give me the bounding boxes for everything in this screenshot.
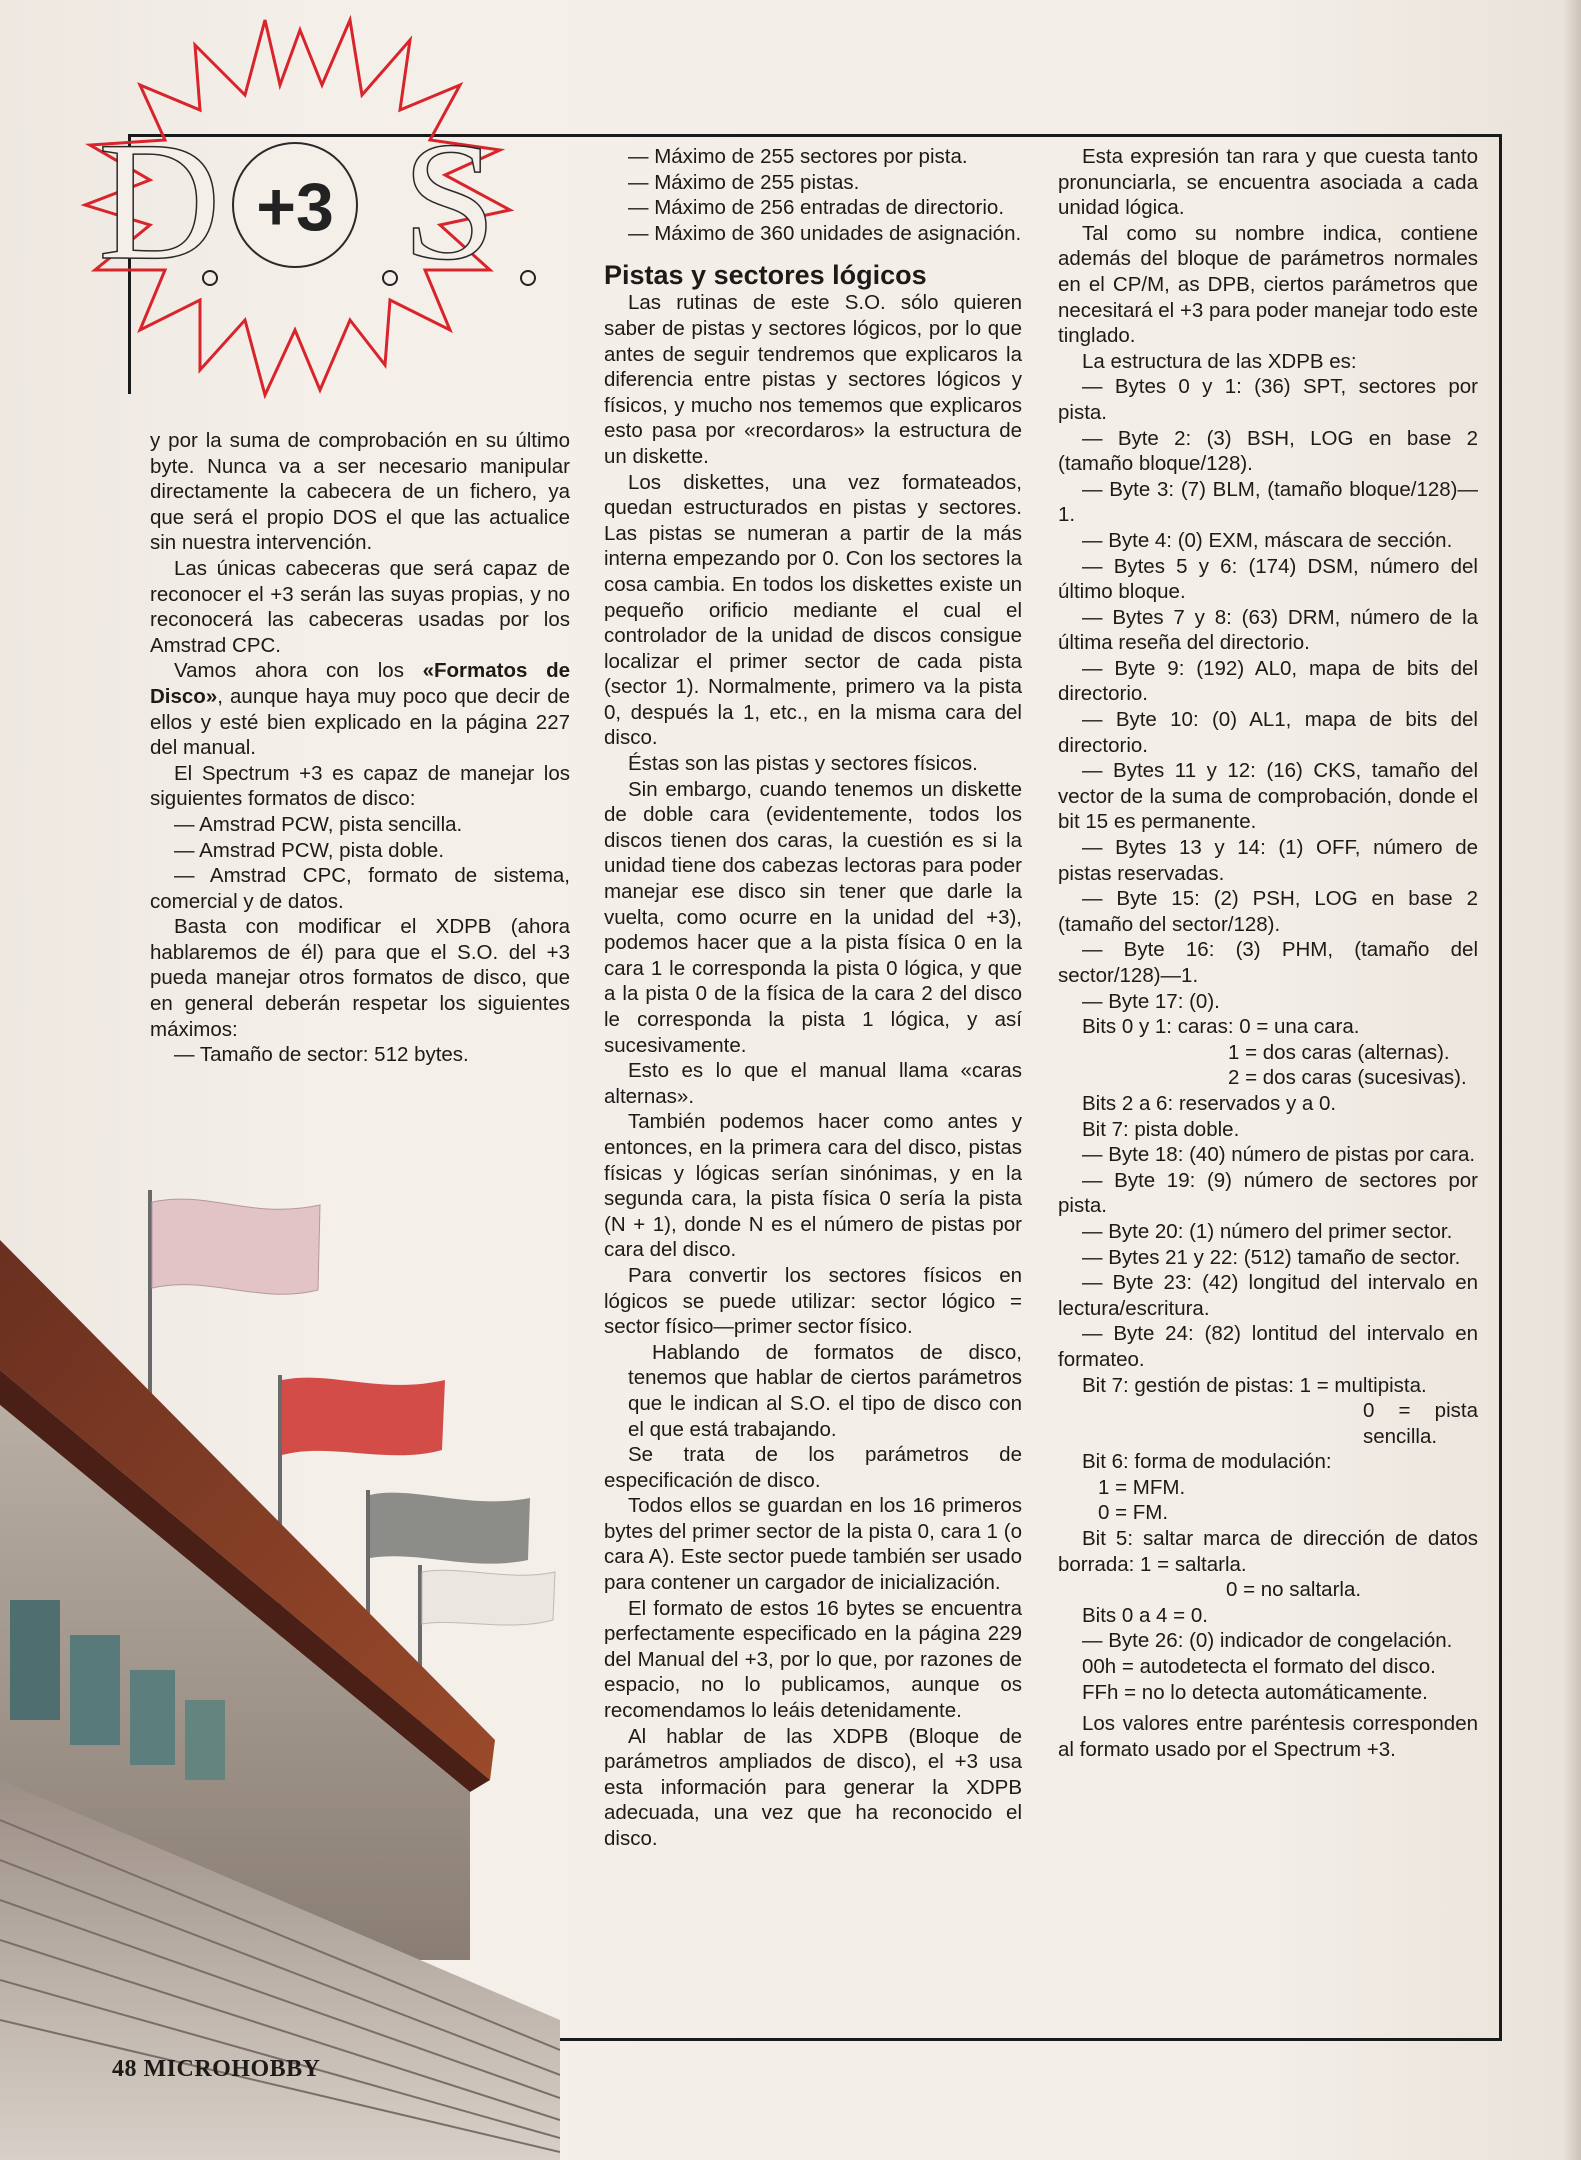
col3-s2: 0 = no saltarla. <box>1226 1578 1362 1602</box>
flag-red <box>282 1378 445 1456</box>
col3-b17: — Bytes 21 y 22: (512) tamaño de sector. <box>1082 1245 1461 1269</box>
col3-m3: 0 = FM. <box>1098 1501 1169 1525</box>
col3-m1: Bit 6: forma de modulación: <box>1082 1450 1332 1474</box>
building-flags-illustration <box>0 1180 560 2160</box>
col2-p3: Éstas son las pistas y sectores físicos. <box>628 752 978 776</box>
col3-g2: 0 = pista sencilla. <box>1363 1399 1478 1448</box>
col3-b4: — Byte 4: (0) EXM, máscara de sección. <box>1082 528 1453 552</box>
section-heading: Pistas y sectores lógicos <box>604 260 927 291</box>
text-frame-bottom <box>560 2038 1502 2041</box>
col1-p3 <box>150 658 570 760</box>
logo-letter-s: S <box>402 107 497 295</box>
col1-p4: El Spectrum +3 es capaz de manejar los siguientes formatos de disco: <box>150 761 570 811</box>
window-3 <box>130 1670 175 1765</box>
flag-white <box>422 1570 555 1625</box>
window-2 <box>70 1635 120 1745</box>
col3-bits01: Bits 0 y 1: caras: 0 = una cara. <box>1082 1015 1360 1039</box>
logo-dot-3 <box>521 271 535 285</box>
col3-b13: — Byte 17: (0). <box>1082 989 1220 1013</box>
col3-bit7: Bit 7: pista doble. <box>1082 1117 1240 1141</box>
col3-b6: — Bytes 7 y 8: (63) DRM, número de la última reseña del directorio. <box>1058 605 1478 655</box>
column-3 <box>1058 144 1478 1762</box>
col2-p1: Las rutinas de este S.O. sólo quieren saber de pistas y sectores lógicos, por lo que antes de seguir tendremos que explicaros la diferencia entre pistas y sectores lógicos y físicos, y mucho nos tememos que explicaros esto pasa por «recordaros» la estructura de un diskette. <box>604 291 1022 468</box>
col3-b7: — Byte 9: (192) AL0, mapa de bits del directorio. <box>1058 656 1478 706</box>
page-number: 48 <box>112 2056 137 2082</box>
col3-b8: — Byte 10: (0) AL1, mapa de bits del directorio. <box>1058 708 1478 757</box>
col2-p8: Hablando de formatos de disco, tenemos que hablar de ciertos parámetros que le indican al S.O. el tipo de disco con el que está trabajando. <box>628 1340 1022 1441</box>
col1-p3-bold: «Formatos de Disco» <box>150 659 570 708</box>
flag-pink <box>152 1199 320 1294</box>
col3-b20: — Byte 26: (0) indicador de congelación. <box>1082 1629 1453 1653</box>
window-1 <box>10 1600 60 1720</box>
logo-letter-d: D <box>98 107 221 295</box>
col3-p2: Tal como su nombre indica, contiene además del bloque de parámetros normales en el CP/M, as DPB, ciertos parámetros que necesitará el +3 para poder manejar todo este tinglado. <box>1058 221 1478 348</box>
col3-b9: — Bytes 11 y 12: (16) CKS, tamaño del vector de la suma de comprobación, donde el bit 15 es permanente. <box>1058 759 1478 834</box>
col2-p6: También podemos hacer como antes y entonces, en la primera cara del disco, pistas físicas y lógicas serían sinónimas, y en la segunda cara, la pista física 0 sería la pista (N + 1), donde N es el número de pistas por cara del disco. <box>604 1110 1022 1262</box>
col3-bits01-c: 2 = dos caras (sucesivas). <box>1228 1066 1467 1090</box>
col1-l3: — Amstrad CPC, formato de sistema, comercial y de datos. <box>150 864 570 913</box>
col1-p3-a: Vamos ahora con los <box>174 659 423 683</box>
col2-l3: — Máximo de 256 entradas de directorio. <box>628 196 1005 220</box>
col1-l1: — Amstrad PCW, pista sencilla. <box>174 812 463 836</box>
col3-b11: — Byte 15: (2) PSH, LOG en base 2 (tamaño del sector/128). <box>1058 887 1478 936</box>
col2-p12: Al hablar de las XDPB (Bloque de parámetros ampliados de disco), el +3 usa esta información para generar la XDPB adecuada, una vez que ha reconocido el disco. <box>604 1724 1022 1850</box>
col3-p4: Los valores entre paréntesis corresponden al formato usado por el Spectrum +3. <box>1058 1712 1478 1761</box>
col3-b2: — Byte 2: (3) BSH, LOG en base 2 (tamaño bloque/128). <box>1058 426 1478 476</box>
col1-p2: Las únicas cabeceras que será capaz de reconocer el +3 serán las suyas propias, y no reconocerá las cabeceras usadas por los Amstrad CPC. <box>150 556 570 657</box>
dos-logo <box>30 0 570 430</box>
col3-h2: FFh = no lo detecta automáticamente. <box>1082 1680 1428 1704</box>
col3-b3: — Byte 3: (7) BLM, (tamaño bloque/128)—1. <box>1058 477 1478 527</box>
col3-b1: — Bytes 0 y 1: (36) SPT, sectores por pista. <box>1058 375 1478 424</box>
col3-b15: — Byte 19: (9) número de sectores por pista. <box>1058 1168 1478 1218</box>
col3-b16: — Byte 20: (1) número del primer sector. <box>1082 1219 1453 1243</box>
col2-l1: — Máximo de 255 sectores por pista. <box>628 145 968 168</box>
page-footer <box>112 2056 321 2083</box>
col2-l2: — Máximo de 255 pistas. <box>628 170 860 194</box>
window-4 <box>185 1700 225 1780</box>
col3-h1: 00h = autodetecta el formato del disco. <box>1082 1655 1436 1679</box>
col3-bits26: Bits 2 a 6: reservados y a 0. <box>1082 1091 1337 1115</box>
logo-dot-2 <box>383 271 397 285</box>
magazine-name: MICROHOBBY <box>143 2056 321 2082</box>
flag-grey <box>370 1493 530 1564</box>
col3-p3: La estructura de las XDPB es: <box>1082 349 1357 373</box>
col2-p2: Los diskettes, una vez formateados, quedan estructurados en pistas y sectores. Las pistas se numeran a partir de la más interna empezando por 0. Con los sectores la cosa cambia. En todos los diskettes existe un pequeño orificio mediante el cual el controlador de la unidad de discos consigue localizar el primer sector de cada pista (sector 1). Normalmente, primero va la pista 0, después la 1, etc., en la misma cara del disco. <box>604 470 1022 750</box>
col3-s1: Bit 5: saltar marca de dirección de datos borrada: 1 = saltarla. <box>1058 1527 1478 1576</box>
col2-p10: Todos ellos se guardan en los 16 primeros bytes del primer sector de la pista 0, cara 1 (o cara A). Este sector puede también ser usado para contener un cargador de inicialización. <box>604 1494 1022 1595</box>
col1-l4: — Tamaño de sector: 512 bytes. <box>174 1043 469 1067</box>
plus3-badge: +3 <box>256 169 334 245</box>
col2-l4: — Máximo de 360 unidades de asignación. <box>628 221 1022 245</box>
col1-p5: Basta con modificar el XDPB (ahora hablaremos de él) para que el S.O. del +3 pueda manejar otros formatos de disco, que en general deberán respetar los siguientes máximos: <box>150 915 570 1041</box>
col3-bits01-b: 1 = dos caras (alternas). <box>1228 1040 1450 1064</box>
col3-b10: — Bytes 13 y 14: (1) OFF, número de pistas reservadas. <box>1058 836 1478 885</box>
column-1 <box>150 428 570 1068</box>
col3-p1: Esta expresión tan rara y que cuesta tanto pronunciarla, se encuentra asociada a cada unidad lógica. <box>1058 145 1478 220</box>
col2-p11: El formato de estos 16 bytes se encuentra perfectamente especificado en la página 229 del Manual del +3, por lo que, por razones de espacio, no lo publicamos, aunque os recomendamos lo leáis detenidamente. <box>604 1596 1022 1723</box>
col1-p3-b: , aunque haya muy poco que decir de ellos y esté bien explicado en la página 227 del manual. <box>150 684 570 760</box>
col2-p5: Esto es lo que el manual llama «caras alternas». <box>604 1059 1022 1108</box>
col3-b12: — Byte 16: (3) PHM, (tamaño del sector/128)—1. <box>1058 938 1478 987</box>
col3-m2: 1 = MFM. <box>1098 1475 1186 1499</box>
col3-b5: — Bytes 5 y 6: (174) DSM, número del último bloque. <box>1058 554 1478 604</box>
text-frame-right <box>1499 134 1502 2040</box>
col1-l2: — Amstrad PCW, pista doble. <box>174 838 445 862</box>
col3-b14: — Byte 18: (40) número de pistas por cara. <box>1082 1143 1476 1167</box>
column-2 <box>604 144 1022 1852</box>
page-edge-shadow <box>1563 0 1581 2160</box>
col3-g1: Bit 7: gestión de pistas: 1 = multipista. <box>1082 1373 1427 1397</box>
col2-p4: Sin embargo, cuando tenemos un diskette de doble cara (evidentemente, todos los discos tienen dos caras, la cuestión es si la unidad tiene dos cabezas lectoras para poder manejar ese disco sin tener que darle la vuelta, como ocurre en la unidad del +3), podemos hacer que a la pista física 0 en la cara 1 le corresponda la pista 0 lógica, y que a la pista 0 de la física de la cara 2 del disco le corresponda la pista 1 lógica, y así sucesivamente. <box>604 777 1022 1057</box>
col2-p7: Para convertir los sectores físicos en lógicos se puede utilizar: sector lógico = sector físico—primer sector físico. <box>604 1263 1022 1339</box>
col3-s3: Bits 0 a 4 = 0. <box>1082 1603 1208 1627</box>
col3-b18: — Byte 23: (42) longitud del intervalo en lectura/escritura. <box>1058 1271 1478 1320</box>
col3-b19: — Byte 24: (82) lontitud del intervalo en formateo. <box>1058 1322 1478 1371</box>
col2-p9: Se trata de los parámetros de especificación de disco. <box>604 1443 1022 1492</box>
col1-p1: y por la suma de comprobación en su último byte. Nunca va a ser necesario manipular directamente la cabecera de un fichero, ya que será el propio DOS el que las actualice sin nuestra intervención. <box>150 429 570 555</box>
